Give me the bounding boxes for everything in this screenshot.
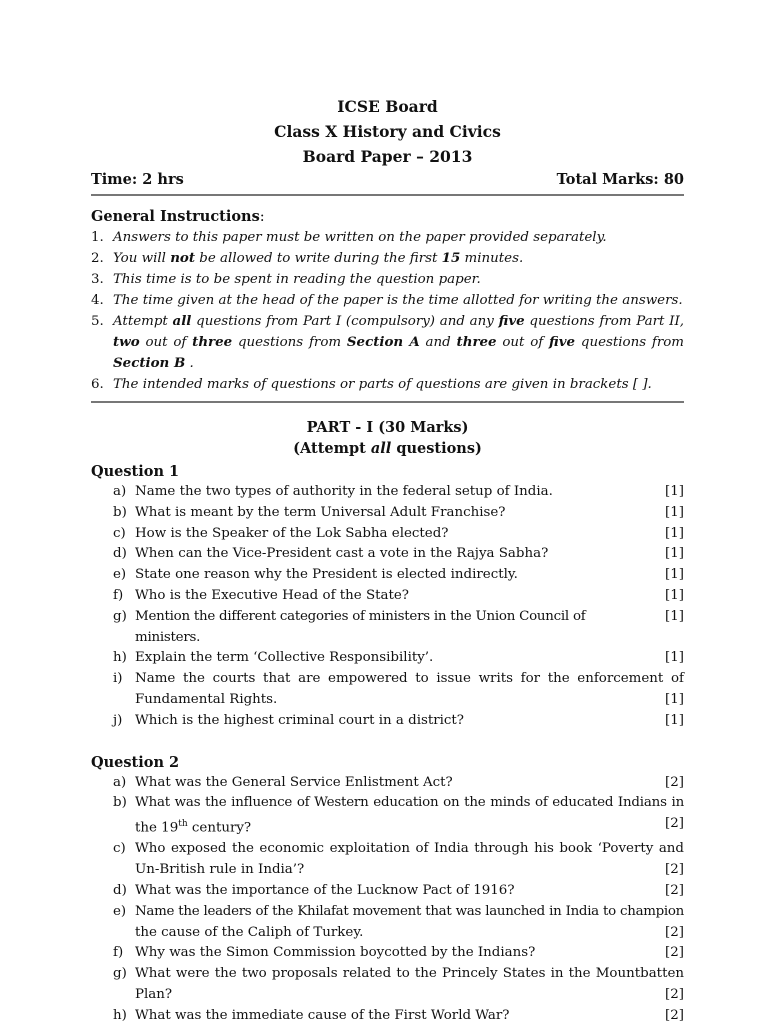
question-item: j) Which is the highest criminal court in a district? [1] xyxy=(113,711,684,732)
question-item: c) How is the Speaker of the Lok Sabha elected? [1] xyxy=(113,524,684,545)
instruction-item: 6. The intended marks of questions or parts of questions are given in brackets [ ]. xyxy=(91,377,652,392)
marks: [1] xyxy=(665,504,684,520)
question-2-title: Question 2 xyxy=(91,753,180,771)
marks: [2] xyxy=(665,945,684,961)
question-item: d) When can the Vice-President cast a vote in the Rajya Sabha? [1] xyxy=(113,544,684,565)
marks: [1] xyxy=(665,525,684,541)
question-item: a) What was the General Service Enlistment Act? [2] xyxy=(113,773,684,794)
marks: [1] xyxy=(665,567,684,583)
marks: [1] xyxy=(665,691,684,707)
divider xyxy=(91,194,684,196)
paper-meta xyxy=(91,171,684,188)
paper-title: Board Paper – 2013 xyxy=(302,147,473,166)
instruction-item: 3. This time is to be spent in reading the question paper. xyxy=(91,272,481,287)
question-item: h) What was the immediate cause of the First World War? [2] xyxy=(113,1006,684,1027)
divider xyxy=(91,401,684,403)
part-title: PART - I (30 Marks) xyxy=(306,419,469,436)
instruction-item: 4. The time given at the head of the paper is the time allotted for writing the answers. xyxy=(91,293,683,308)
instructions-title: General Instructions: xyxy=(91,208,265,225)
question-item: a) Name the two types of authority in the federal setup of India. [1] xyxy=(113,482,684,503)
question-item: d) What was the importance of the Lucknow Pact of 1916? [2] xyxy=(113,881,684,902)
marks: [1] xyxy=(665,587,684,603)
question-item: f) Who is the Executive Head of the State? [1] xyxy=(113,586,684,607)
question-item: b) What is meant by the term Universal Adult Franchise? [1] xyxy=(113,503,684,524)
marks: [1] xyxy=(665,650,684,666)
question-item: f) Why was the Simon Commission boycotted by the Indians? [2] xyxy=(113,943,684,964)
marks: [2] xyxy=(665,862,684,878)
question-item: g) What were the two proposals related to the Princely States in the Mountbatten Plan? [2] xyxy=(113,964,684,1006)
marks: [2] xyxy=(665,816,684,832)
marks: [1] xyxy=(665,712,684,728)
paper-header xyxy=(91,94,684,169)
marks: [2] xyxy=(665,987,684,1002)
instruction-item: 2. You will not be allowed to write during the first 15 minutes. xyxy=(91,250,524,266)
time-label: Time: 2 hrs xyxy=(91,171,184,188)
question-item: e) State one reason why the President is elected indirectly. [1] xyxy=(113,565,684,586)
marks: [2] xyxy=(665,883,684,899)
instruction-item: 1. Answers to this paper must be written on the paper provided separately. xyxy=(91,230,607,245)
subject-title: Class X History and Civics xyxy=(274,122,501,141)
marks: [1] xyxy=(665,484,684,499)
marks: [2] xyxy=(665,924,684,940)
question-1-list xyxy=(91,482,684,732)
part-subtitle: (Attempt all questions) xyxy=(293,440,482,457)
marks: [1] xyxy=(665,608,684,624)
question-2-list xyxy=(91,773,684,1027)
marks: [2] xyxy=(665,774,684,790)
question-item: c) Who exposed the economic exploitation of India through his book ‘Poverty and Un-British rule in India’? [2] xyxy=(113,839,684,881)
question-1-title: Question 1 xyxy=(91,463,180,480)
instruction-item: 5. Attempt all questions from Part I (compulsory) and any five questions from Part II, two out of three questions from Section A and three out of five questions from Section B . xyxy=(91,313,684,371)
marks: [2] xyxy=(665,1007,684,1023)
question-item: i) Name the courts that are empowered to issue writs for the enforcement of Fundamental Rights. [1] xyxy=(113,669,684,711)
question-item: h) Explain the term ‘Collective Responsibility’. [1] xyxy=(113,648,684,669)
question-item: e) Name the leaders of the Khilafat movement that was launched in India to champion the cause of the Caliph of Turkey. [2] xyxy=(113,902,684,944)
board-title: ICSE Board xyxy=(337,97,438,116)
total-marks-label: Total Marks: 80 xyxy=(556,171,684,188)
instructions-list xyxy=(91,227,684,395)
question-item: b) What was the influence of Western education on the minds of educated Indians in the 19th century? [2] xyxy=(113,793,684,839)
marks: [1] xyxy=(665,546,684,562)
question-item: g) Mention the different categories of ministers in the Union Council of ministers. [1] xyxy=(113,607,684,649)
